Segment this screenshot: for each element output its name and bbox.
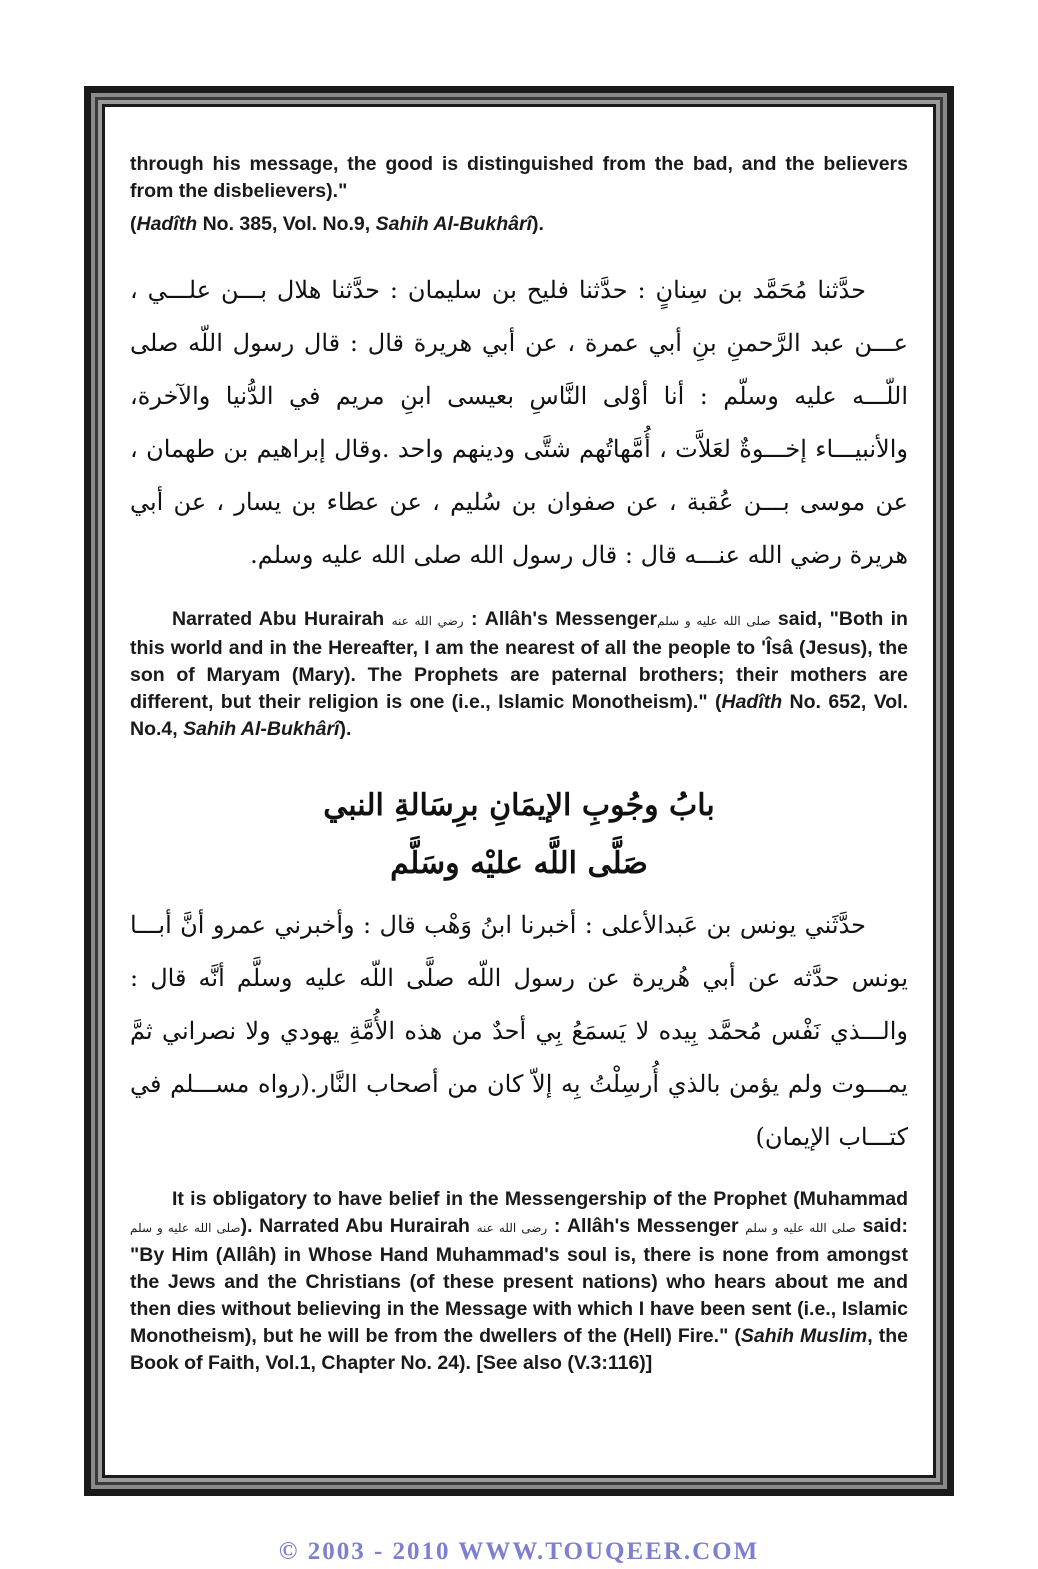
salla-honorific: صلى الله عليه و سلم bbox=[657, 614, 771, 628]
ref-hadith: Hadîth bbox=[136, 213, 198, 235]
english-paragraph-1 bbox=[130, 151, 908, 205]
ref-number: No. 652, Vol. No.4, bbox=[130, 691, 908, 740]
narrated-label: ). Narrated Abu Hurairah bbox=[240, 1215, 477, 1237]
ref-hadith: Hadîth bbox=[721, 691, 783, 713]
messenger-label: : Allâh's Messenger bbox=[547, 1215, 746, 1237]
ref-source: Sahih Al-Bukhârî bbox=[183, 718, 340, 740]
messenger-label: : Allâh's Messenger bbox=[470, 608, 658, 630]
page-body bbox=[102, 104, 936, 1478]
translation-body: "Both in this world and in the Hereafter, I am the nearest of all the people to 'Îsâ (Jesus), the son of Maryam (Mary). The Prophets are paternal brothers; their mothers are different, but their religion is one (i.e., Islamic Monotheism)." ( bbox=[130, 608, 908, 713]
salla-honorific: صلى الله عليه و سلم bbox=[745, 1221, 856, 1235]
chapter-heading-line-2: صَلَّى اللَّه عليْه وسَلَّم bbox=[390, 846, 648, 881]
ref-source: Sahih Muslim bbox=[740, 1325, 868, 1347]
chapter-heading bbox=[130, 777, 908, 893]
ref-details: , the Book of Faith, Vol.1, Chapter No. 24). [See also (V.3:116)] bbox=[130, 1325, 908, 1374]
radi-honorific: رضى الله عنه bbox=[476, 1221, 548, 1235]
arabic-hadith-2: حدَّثَني يونس بن عَبدالأعلى : أخبرنا ابنُ وَهْب قال : وأخبرني عمرو أنَّ أبـــا يونس حدَّثه عن أبي هُريرة عن رسول اللّه صلَّى اللّه عليه وسلَّم أنَّه قال : والـــذي نَفْس مُحمَّد بِيده لا يَسمَعُ بِي أحدٌ من هذه الأُمَّةِ يهودي ولا نصراني ثمَّ يمـــوت ولم يؤمن بالذي أُرسِلْتُ بِه إلاّ كان من أصحاب النَّار.(رواه مســـلم في كتـــاب الإيمان) bbox=[130, 911, 908, 1151]
said-label: said, bbox=[777, 608, 823, 630]
copyright-footer: © 2003 - 2010 WWW.TOUQEER.COM bbox=[278, 1538, 760, 1565]
page-content bbox=[130, 151, 908, 1377]
continuation-text: through his message, the good is distinguished from the bad, and the believers from the disbelievers)." bbox=[130, 153, 908, 202]
arabic-hadith-1: حدَّثنا مُحَمَّد بن سِنانٍ : حدَّثنا فليح بن سليمان : حدَّثنا هلال بـــن علـــي ، عـــن عبد الرَّحمنِ بنِ أبي عمرة ، عن أبي هريرة قال : قال رسول اللّه صلى اللّـــه عليه وسلّم : أنا أوْلى النَّاسِ بعيسى ابنِ مريم في الدُّنيا والآخرة، والأنبيـــاء إخـــوةٌ لعَلاَّت ، أُمَّهاتُهم شتَّى ودينهم واحد .وقال إبراهيم بن طهمان ، عن موسى بـــن عُقبة ، عن صفوان بن سُليم ، عن عطاء بن يسار ، عن أبي هريرة رضي الله عنـــه قال : قال رسول الله صلى الله عليه وسلم. bbox=[130, 276, 908, 569]
salla-honorific: صلى الله عليه و سلم bbox=[130, 1221, 241, 1235]
ref-close: ). bbox=[339, 718, 352, 740]
english-paragraph-2 bbox=[130, 606, 908, 743]
translation-body: said: "By Him (Allâh) in Whose Hand Muhammad's soul is, there is none from amongst the Jews and the Christians (of these present nations) who hears about me and then dies without believing in the Message with which I have been sent (i.e., Islamic Monotheism), but he will be from the dwellers of the (Hell) Fire." ( bbox=[130, 1215, 909, 1347]
narrated-label: Narrated Abu Hurairah bbox=[172, 608, 385, 630]
page-border-outer bbox=[84, 86, 954, 1496]
obligation-text: It is obligatory to have belief in the Messengership of the Prophet (Muhammad bbox=[172, 1188, 908, 1210]
ref-close: ). bbox=[532, 213, 544, 235]
ref-source: Sahih Al-Bukhârî bbox=[375, 213, 532, 235]
reference-1 bbox=[130, 211, 908, 238]
ref-number: No. 385, Vol. No.9, bbox=[197, 213, 376, 235]
english-paragraph-3 bbox=[130, 1186, 908, 1377]
ref-open: ( bbox=[130, 213, 137, 235]
radi-honorific: رضي الله عنه bbox=[391, 614, 464, 628]
chapter-heading-line-1: بابُ وجُوبِ الإيمَانِ برِسَالةِ النبي bbox=[323, 788, 715, 823]
page-border-middle bbox=[95, 97, 943, 1485]
